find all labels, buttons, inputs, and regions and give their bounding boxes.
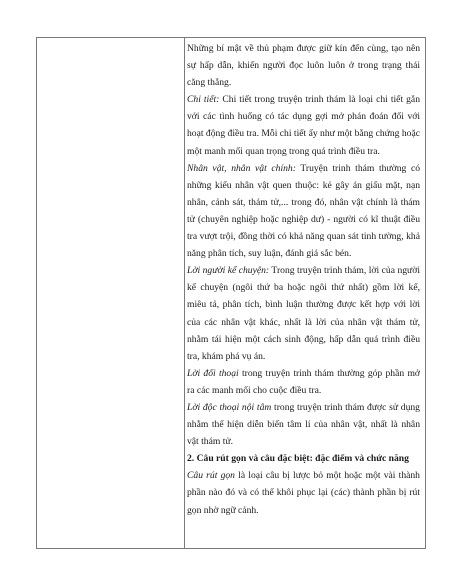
paragraph-lead: Chi tiết: — [187, 94, 220, 106]
right-column-content — [187, 40, 420, 519]
paragraph-loi-ke-chuyen — [187, 262, 420, 365]
paragraph-intro — [187, 40, 420, 91]
paragraph-lead: Lời người kể chuyện: — [187, 265, 270, 277]
paragraph-text: Trong truyện trinh thám, lời của người kể chuyện (ngôi thứ ba hoặc ngôi thứ nhất) gồm lời kể, miêu tả, phân tích, bình luận thường được kết hợp với lời của các nhân vật khác, nhất là lời của nhân vật thám tử, nhằm tái hiện một cách sinh động, hấp dẫn quá trình điều tra, khám phá vụ án. — [187, 265, 420, 362]
paragraph-text: Chi tiết trong truyện trinh thám là loại chi tiết gắn với các tình huống có tác dụng gợi mở phán đoán đối với hoạt động điều tra. Mỗi chi tiết ấy như một bằng chứng hoặc một manh mối quan trọng trong quá trình điều tra. — [187, 94, 420, 157]
paragraph-lead: Nhân vật, nhân vật chính: — [187, 162, 296, 174]
paragraph-lead: Câu rút gọn — [187, 470, 235, 482]
content-table — [36, 37, 426, 549]
section-heading-text: 2. Câu rút gọn và câu đặc biệt: đặc điểm và chức năng — [187, 453, 409, 465]
paragraph-nhan-vat — [187, 160, 420, 263]
paragraph-chi-tiet — [187, 91, 420, 159]
paragraph-cau-rut-gon — [187, 467, 420, 518]
paragraph-doc-thoai — [187, 399, 420, 450]
paragraph-lead: Lời độc thoại nội tâm — [187, 401, 272, 413]
column-divider — [184, 38, 185, 548]
paragraph-text: Truyện trinh thám thường có những kiểu nhân vật quen thuộc: kẻ gây án giấu mặt, nạn nhân, cảnh sát, thám tử,... trong đó, nhân vật chính là thám tử (chuyên nghiệp hoặc nghiệp dư) - người có kĩ thuật điều tra vượt trội, đồng thời có khả năng quan sát tinh tường, khả năng phân tích, suy luận, đánh giá sắc bén. — [187, 162, 421, 260]
paragraph-text: trong truyện trinh thám thường góp phần mở ra các manh mối cho cuộc điều tra. — [187, 367, 420, 396]
paragraph-text: là loại câu bị lược bỏ một hoặc một vài thành phần nào đó và có thể khôi phục lại (các) thành phần bị rút gọn nhờ ngữ cảnh. — [187, 470, 420, 516]
section-heading — [187, 450, 420, 467]
paragraph-text: Những bí mật về thủ phạm được giữ kín đến cùng, tạo nên sự hấp dẫn, khiến người đọc luôn luôn ở trong trạng thái căng thẳng. — [187, 43, 420, 89]
paragraph-loi-doi-thoai — [187, 365, 420, 399]
paragraph-lead: Lời đối thoại — [187, 367, 239, 379]
paragraph-text: trong truyện trinh thám được sử dụng nhằm thể hiện diễn biến tâm lí của nhân vật, nhất là nhân vật thám tử. — [187, 401, 420, 448]
